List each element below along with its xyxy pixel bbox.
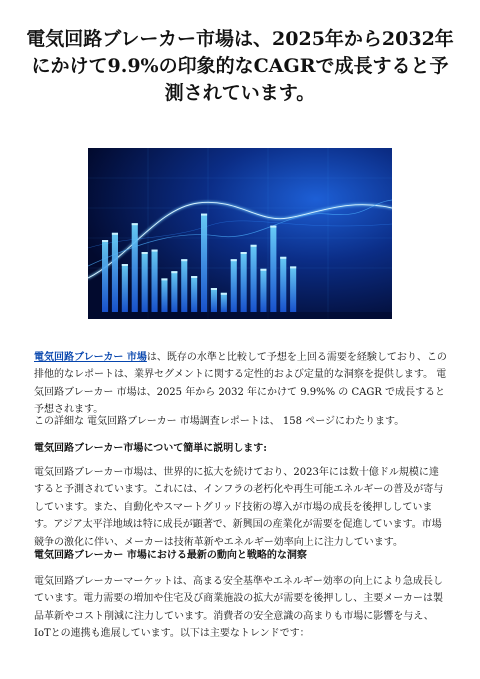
hero-bar <box>241 252 247 312</box>
hero-bar-cap <box>112 233 118 235</box>
hero-bar-cap <box>260 269 266 271</box>
hero-bar <box>132 223 138 312</box>
hero-bar <box>191 276 197 312</box>
page-title: 電気回路ブレーカー市場は、2025年から2032年にかけて9.9%の印象的なCAGRで成長すると予測されています。 <box>26 28 454 104</box>
hero-bar-cap <box>152 250 158 252</box>
pages-note: この詳細な 電気回路ブレーカー 市場調査レポートは、 158 ページにわたります。 <box>34 416 405 427</box>
hero-bar <box>112 233 118 312</box>
hero-bar <box>161 278 167 312</box>
hero-bar-cap <box>280 257 286 259</box>
hero-bar <box>290 266 296 312</box>
hero-bar-cap <box>191 276 197 278</box>
hero-bar-cap <box>270 226 276 228</box>
hero-bar-cap <box>142 252 148 254</box>
hero-bar <box>181 259 187 312</box>
section1-body: 電気回路ブレーカー市場は、世界的に拡大を続けており、2023年には数十億ドル規模に達すると予測されています。これには、インフラの老朽化や再生可能エネルギーの普及が寄与しています。また、自動化やスマートグリッド技術の導入が市場の成長を後押ししています。アジア太平洋地域は特に成長が顕著で、新興国の産業化が需要を促進しています。市場競争の激化に伴い、メーカーは技術革新やエネルギー効率向上に注力しています。 <box>34 467 444 548</box>
hero-bar <box>231 259 237 312</box>
hero-bar-cap <box>290 266 296 268</box>
hero-image <box>88 148 392 319</box>
intro-text: は、既存の水準と比較して予想を上回る需要を経験しており、この排他的なレポートは、業界セグメントに関する定性的および定量的な洞察を提供します。 電気回路ブレーカー 市場は、2025 年から 2032 年にかけて 9.9%% の CAGR で成長すると予想されます。 <box>34 352 447 416</box>
hero-bar-cap <box>181 259 187 261</box>
hero-bar <box>280 257 286 312</box>
hero-bar <box>102 240 108 312</box>
intro-paragraph <box>34 349 448 419</box>
hero-bar-cap <box>102 240 108 242</box>
hero-bar <box>171 271 177 312</box>
hero-bar <box>251 245 257 312</box>
market-link[interactable]: 電気回路ブレーカー 市場 <box>34 352 147 363</box>
hero-bar <box>201 214 207 312</box>
hero-bar-cap <box>161 278 167 280</box>
hero-bar <box>152 250 158 312</box>
hero-bar-cap <box>231 259 237 261</box>
hero-bar <box>142 252 148 312</box>
hero-bar <box>221 293 227 312</box>
hero-bar-cap <box>132 223 138 225</box>
hero-bar-cap <box>171 271 177 273</box>
hero-bar-cap <box>211 288 217 290</box>
section1-heading: 電気回路ブレーカー市場について簡単に説明します: <box>34 443 267 454</box>
hero-bar <box>211 288 217 312</box>
hero-bar <box>122 264 128 312</box>
section2-body: 電気回路ブレーカーマーケットは、高まる安全基準やエネルギー効率の向上により急成長しています。電力需要の増加や住宅及び商業施設の拡大が需要を後押しし、主要メーカーは製品革新やコスト削減に注力しています。消費者の安全意識の高まりも市場に影響を与え、IoTとの連携も進展しています。以下は主要なトレンドです： <box>34 576 443 640</box>
hero-bar-cap <box>122 264 128 266</box>
hero-bar <box>260 269 266 312</box>
hero-bar-cap <box>201 214 207 216</box>
hero-bar-cap <box>241 252 247 254</box>
section2-heading: 電気回路ブレーカー 市場における最新の動向と戦略的な洞察 <box>34 550 307 561</box>
hero-bar <box>270 226 276 312</box>
hero-bar-cap <box>221 293 227 295</box>
hero-bar-cap <box>251 245 257 247</box>
